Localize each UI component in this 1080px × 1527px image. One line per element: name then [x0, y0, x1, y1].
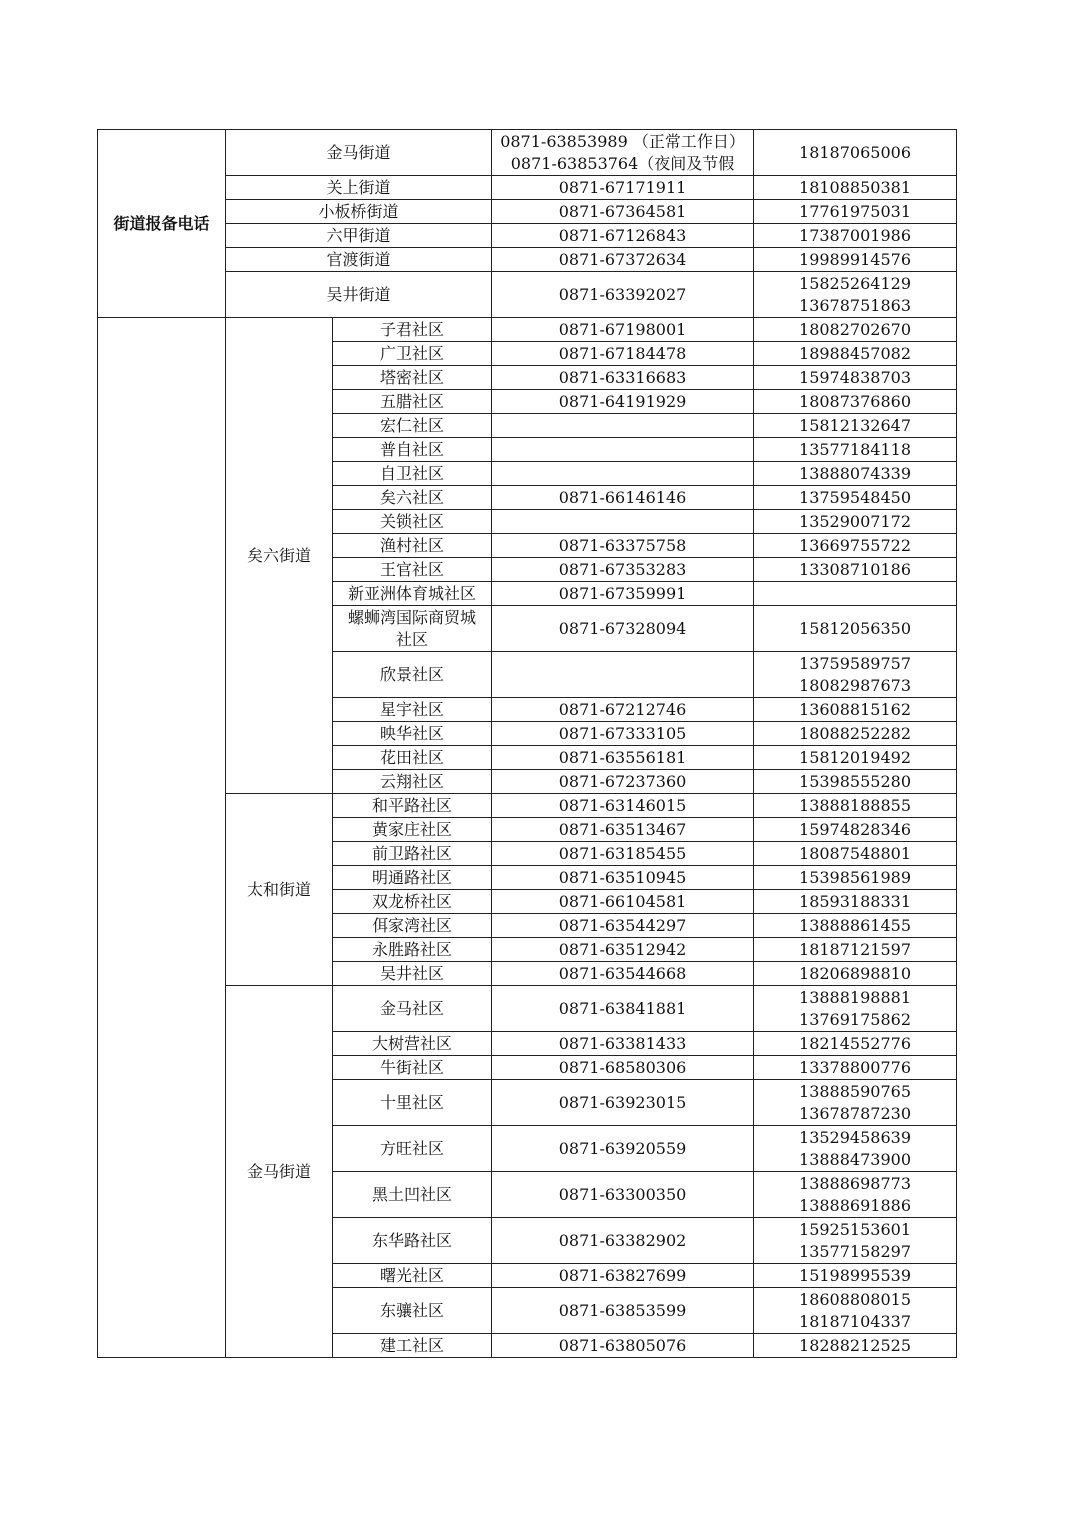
community-name-line: 五腊社区: [380, 391, 445, 411]
phone-cell: [492, 272, 754, 318]
mobile-number: 17387001986: [799, 225, 911, 245]
mobile-number: 13678787230: [799, 1103, 911, 1123]
mobile-cell: [754, 390, 957, 414]
mobile-cell: [754, 1056, 957, 1080]
mobile-cell: [754, 558, 957, 582]
community-name: [333, 986, 492, 1032]
phone-cell: [492, 200, 754, 224]
mobile-number: 17761975031: [799, 201, 911, 221]
phone-number: 0871-67171911: [558, 177, 687, 197]
mobile-number: 13888691886: [799, 1195, 911, 1215]
mobile-number: 18108850381: [799, 177, 911, 197]
mobile-number: 18087548801: [799, 843, 911, 863]
mobile-cell: [754, 176, 957, 200]
mobile-number: 13769175862: [799, 1009, 911, 1029]
phone-cell: [492, 462, 754, 486]
mobile-number: 19989914576: [799, 249, 911, 269]
phone-cell: 0871-63841881: [492, 986, 754, 1032]
street-report-row: [98, 272, 957, 318]
community-name-line: 东骧社区: [380, 1300, 445, 1320]
mobile-number: 18288212525: [799, 1335, 911, 1355]
community-name: [333, 770, 492, 794]
mobile-cell: [754, 1334, 957, 1358]
mobile-number: 13888590765: [799, 1081, 911, 1101]
mobile-cell: [754, 438, 957, 462]
contact-table: [97, 129, 957, 1358]
phone-cell: [492, 224, 754, 248]
mobile-cell: [754, 248, 957, 272]
community-name-line: 花田社区: [380, 747, 445, 767]
community-name-line: 宏仁社区: [380, 415, 445, 435]
mobile-number: 18187121597: [799, 939, 911, 959]
mobile-cell: [754, 770, 957, 794]
mobile-cell: [754, 582, 957, 606]
mobile-cell: [754, 272, 957, 318]
phone-cell: 0871-63382902: [492, 1218, 754, 1264]
community-name: [333, 698, 492, 722]
community-name: [333, 534, 492, 558]
phone-cell: 0871-63544297: [492, 914, 754, 938]
community-name-line: 牛街社区: [380, 1057, 445, 1077]
community-name-line: 云翔社区: [380, 771, 445, 791]
mobile-cell: [754, 342, 957, 366]
phone-cell: 0871-63513467: [492, 818, 754, 842]
community-name-line: 前卫路社区: [372, 843, 453, 863]
phone-cell: [492, 510, 754, 534]
community-name-line: 十里社区: [380, 1092, 445, 1112]
phone-cell: 0871-63923015: [492, 1080, 754, 1126]
community-name: [333, 1056, 492, 1080]
street-report-row: [98, 130, 957, 176]
mobile-number: 18214552776: [799, 1033, 911, 1053]
community-name: [333, 962, 492, 986]
phone-cell: 0871-63805076: [492, 1334, 754, 1358]
mobile-cell: [754, 486, 957, 510]
blank-label-cell: [98, 318, 226, 1358]
section-label: 街道报备电话: [98, 130, 226, 318]
mobile-number: 13529458639: [799, 1127, 911, 1147]
community-name-line: 渔村社区: [380, 535, 445, 555]
phone-cell: 0871-63512942: [492, 938, 754, 962]
mobile-number: 15198995539: [799, 1265, 911, 1285]
community-name-line: 建工社区: [380, 1335, 445, 1355]
phone-cell: 0871-68580306: [492, 1056, 754, 1080]
community-name: [333, 794, 492, 818]
community-name: [333, 1264, 492, 1288]
community-name-line: 关锁社区: [380, 511, 445, 531]
community-row: [98, 794, 957, 818]
community-name-line: 大树营社区: [372, 1033, 453, 1053]
phone-cell: 0871-63556181: [492, 746, 754, 770]
phone-cell: 0871-63853599: [492, 1288, 754, 1334]
mobile-number: 18608808015: [799, 1289, 911, 1309]
community-name: [333, 746, 492, 770]
community-name: [333, 558, 492, 582]
mobile-number: 15812019492: [799, 747, 911, 767]
phone-cell: 0871-63316683: [492, 366, 754, 390]
community-name-line: 吴井社区: [380, 963, 445, 983]
community-name: [333, 486, 492, 510]
phone-cell: 0871-63544668: [492, 962, 754, 986]
street-name: 吴井街道: [226, 272, 492, 318]
community-street-name: 金马街道: [226, 986, 333, 1358]
community-name: [333, 366, 492, 390]
mobile-number: 13608815162: [799, 699, 911, 719]
community-name: [333, 1172, 492, 1218]
community-name-line: 永胜路社区: [372, 939, 453, 959]
phone-cell: 0871-66104581: [492, 890, 754, 914]
phone-cell: 0871-67359991: [492, 582, 754, 606]
mobile-cell: [754, 914, 957, 938]
phone-cell: 0871-64191929: [492, 390, 754, 414]
mobile-cell: [754, 1288, 957, 1334]
phone-cell: [492, 130, 754, 176]
mobile-cell: [754, 652, 957, 698]
phone-cell: 0871-63381433: [492, 1032, 754, 1056]
community-name: [333, 462, 492, 486]
mobile-cell: [754, 818, 957, 842]
mobile-cell: [754, 986, 957, 1032]
community-name: [333, 390, 492, 414]
mobile-cell: [754, 890, 957, 914]
mobile-number: 18187065006: [799, 142, 911, 162]
phone-cell: [492, 248, 754, 272]
phone-cell: 0871-63920559: [492, 1126, 754, 1172]
mobile-cell: [754, 1264, 957, 1288]
mobile-cell: [754, 1080, 957, 1126]
community-street-name: 太和街道: [226, 794, 333, 986]
mobile-cell: [754, 462, 957, 486]
street-name: 官渡街道: [226, 248, 492, 272]
mobile-number: 13577184118: [799, 439, 911, 459]
mobile-cell: [754, 318, 957, 342]
mobile-cell: [754, 1032, 957, 1056]
community-name-line: 黄家庄社区: [372, 819, 453, 839]
phone-cell: 0871-63510945: [492, 866, 754, 890]
phone-number: 0871-63853764（夜间及节假: [510, 153, 735, 173]
phone-cell: 0871-63185455: [492, 842, 754, 866]
street-name: 小板桥街道: [226, 200, 492, 224]
mobile-number: 18988457082: [799, 343, 911, 363]
mobile-cell: [754, 938, 957, 962]
mobile-number: 13888698773: [799, 1173, 911, 1193]
phone-number: 0871-67364581: [558, 201, 687, 221]
mobile-cell: [754, 414, 957, 438]
mobile-number: 18206898810: [799, 963, 911, 983]
community-name-line: 明通路社区: [372, 867, 453, 887]
phone-cell: [492, 414, 754, 438]
phone-number: 0871-63392027: [558, 284, 687, 304]
community-name-line: 社区: [396, 629, 429, 649]
community-name: [333, 438, 492, 462]
community-name: [333, 510, 492, 534]
community-name-line: 子君社区: [380, 319, 445, 339]
community-name-line: 方旺社区: [380, 1138, 445, 1158]
community-name: [333, 318, 492, 342]
phone-cell: 0871-63146015: [492, 794, 754, 818]
phone-cell: 0871-67333105: [492, 722, 754, 746]
mobile-cell: [754, 722, 957, 746]
community-name-line: 映华社区: [380, 723, 445, 743]
community-name-line: 和平路社区: [372, 795, 453, 815]
mobile-number: 18087376860: [799, 391, 911, 411]
mobile-cell: [754, 510, 957, 534]
mobile-number: 18082702670: [799, 319, 911, 339]
community-name: [333, 582, 492, 606]
mobile-number: 13529007172: [799, 511, 911, 531]
mobile-number: 13888861455: [799, 915, 911, 935]
mobile-number: 13759589757: [799, 653, 911, 673]
community-name: [333, 866, 492, 890]
community-name: [333, 890, 492, 914]
mobile-number: 13888188855: [799, 795, 911, 815]
community-name-line: 广卫社区: [380, 343, 445, 363]
mobile-cell: [754, 200, 957, 224]
mobile-cell: [754, 1126, 957, 1172]
community-name-line: 双龙桥社区: [372, 891, 453, 911]
community-name: [333, 414, 492, 438]
community-name-line: 普自社区: [380, 439, 445, 459]
community-name: [333, 818, 492, 842]
street-name: 金马街道: [226, 130, 492, 176]
community-name-line: 自卫社区: [380, 463, 445, 483]
street-name: 关上街道: [226, 176, 492, 200]
mobile-number: 15974838703: [799, 367, 911, 387]
mobile-cell: [754, 534, 957, 558]
mobile-cell: [754, 746, 957, 770]
mobile-cell: [754, 962, 957, 986]
community-name: [333, 914, 492, 938]
community-name: [333, 652, 492, 698]
mobile-number: 13678751863: [799, 295, 911, 315]
phone-cell: 0871-67212746: [492, 698, 754, 722]
mobile-cell: [754, 130, 957, 176]
mobile-cell: [754, 224, 957, 248]
mobile-number: 13577158297: [799, 1241, 911, 1261]
phone-cell: 0871-67184478: [492, 342, 754, 366]
phone-cell: [492, 176, 754, 200]
phone-cell: [492, 652, 754, 698]
mobile-number: 18082987673: [799, 675, 911, 695]
mobile-number: 13669755722: [799, 535, 911, 555]
mobile-cell: [754, 606, 957, 652]
community-name-line: 新亚洲体育城社区: [348, 583, 477, 603]
community-name: [333, 1126, 492, 1172]
community-name-line: 欣景社区: [380, 664, 445, 684]
mobile-number: 13759548450: [799, 487, 911, 507]
community-name-line: 金马社区: [380, 998, 445, 1018]
phone-cell: [492, 438, 754, 462]
mobile-cell: [754, 794, 957, 818]
community-name: [333, 1032, 492, 1056]
mobile-cell: [754, 1218, 957, 1264]
street-report-row: [98, 248, 957, 272]
community-name: [333, 1334, 492, 1358]
community-name: [333, 606, 492, 652]
community-name-line: 星宇社区: [380, 699, 445, 719]
mobile-number: 15398555280: [799, 771, 911, 791]
community-name: [333, 722, 492, 746]
street-report-row: [98, 176, 957, 200]
mobile-number: 15925153601: [799, 1219, 911, 1239]
phone-cell: 0871-67198001: [492, 318, 754, 342]
mobile-number: 15825264129: [799, 273, 911, 293]
community-name-line: 矣六社区: [380, 487, 445, 507]
mobile-cell: [754, 1172, 957, 1218]
phone-number: 0871-67372634: [558, 249, 687, 269]
community-name-line: 黑土凹社区: [372, 1184, 453, 1204]
community-street-name: 矣六街道: [226, 318, 333, 794]
phone-cell: 0871-63375758: [492, 534, 754, 558]
community-name: [333, 1218, 492, 1264]
phone-cell: 0871-63827699: [492, 1264, 754, 1288]
phone-cell: 0871-67237360: [492, 770, 754, 794]
phone-cell: 0871-63300350: [492, 1172, 754, 1218]
phone-number: 0871-63853989 （正常工作日）: [500, 131, 745, 151]
mobile-number: 15812056350: [799, 618, 911, 638]
community-name: [333, 938, 492, 962]
mobile-cell: [754, 866, 957, 890]
community-name-line: 王官社区: [380, 559, 445, 579]
phone-number: 0871-67126843: [558, 225, 687, 245]
community-name-line: 东华路社区: [372, 1230, 453, 1250]
mobile-number: 13378800776: [799, 1057, 911, 1077]
community-name: [333, 1288, 492, 1334]
street-report-row: [98, 200, 957, 224]
mobile-number: 13888473900: [799, 1149, 911, 1169]
mobile-number: 15974828346: [799, 819, 911, 839]
mobile-number: 18088252282: [799, 723, 911, 743]
street-report-row: [98, 224, 957, 248]
street-name: 六甲街道: [226, 224, 492, 248]
community-row: [98, 318, 957, 342]
mobile-number: 15812132647: [799, 415, 911, 435]
mobile-number: 18187104337: [799, 1311, 911, 1331]
community-name: [333, 342, 492, 366]
mobile-number: 13888074339: [799, 463, 911, 483]
mobile-number: 13308710186: [799, 559, 911, 579]
community-name-line: 塔密社区: [380, 367, 445, 387]
mobile-number: 13888198881: [799, 987, 911, 1007]
mobile-cell: [754, 698, 957, 722]
phone-cell: 0871-67353283: [492, 558, 754, 582]
community-name-line: 螺蛳湾国际商贸城: [348, 607, 477, 627]
community-row: [98, 986, 957, 1032]
mobile-cell: [754, 842, 957, 866]
community-name: [333, 842, 492, 866]
community-name: [333, 1080, 492, 1126]
mobile-number: 15398561989: [799, 867, 911, 887]
mobile-cell: [754, 366, 957, 390]
phone-cell: 0871-67328094: [492, 606, 754, 652]
community-name-line: 佴家湾社区: [372, 915, 453, 935]
phone-cell: 0871-66146146: [492, 486, 754, 510]
community-name-line: 曙光社区: [380, 1265, 445, 1285]
mobile-number: 18593188331: [799, 891, 911, 911]
